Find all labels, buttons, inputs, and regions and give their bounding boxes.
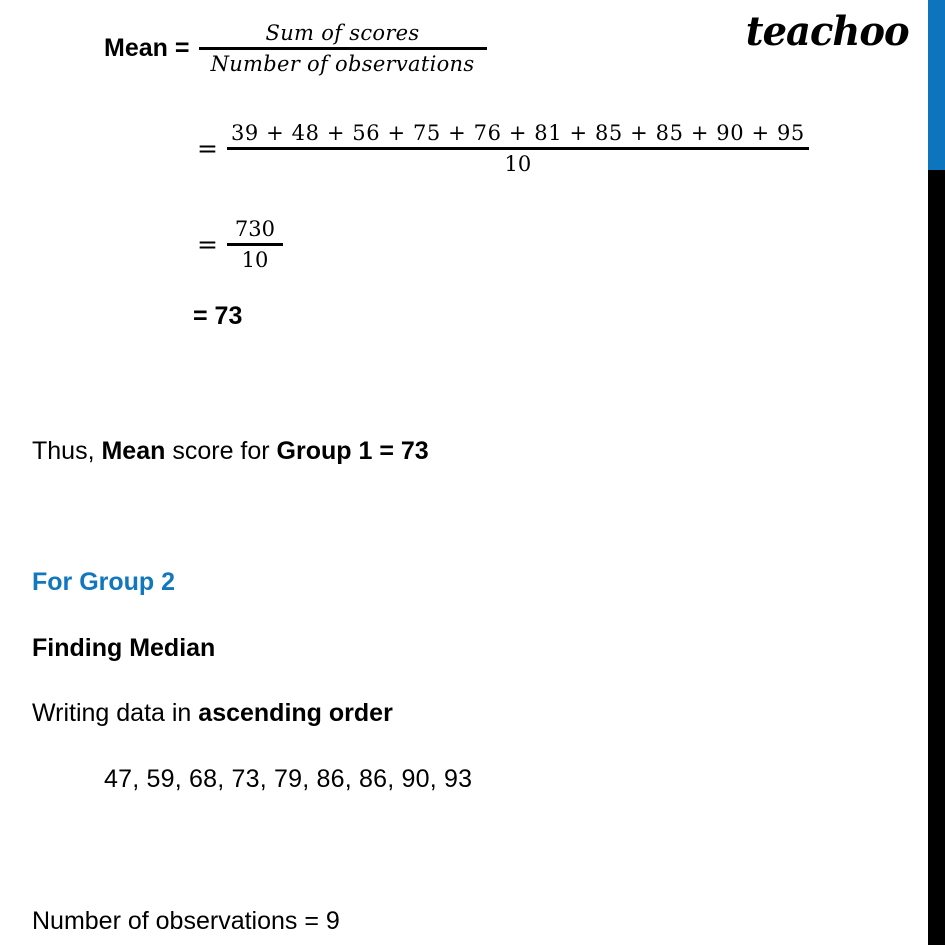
ascending-order-bold: ascending order	[198, 699, 393, 727]
mean-formula-denominator: Number of observations	[210, 52, 475, 77]
for-group-2-heading: For Group 2	[32, 568, 176, 596]
thus-mean-statement	[32, 438, 429, 466]
right-edge-black-bar	[928, 170, 945, 945]
teachoo-logo: teachoo	[746, 8, 909, 55]
mean-formula-numerator: Sum of scores	[265, 21, 420, 45]
reduced-fraction-numerator: 730	[234, 217, 275, 241]
thus-bold-group-result: Group 1 = 73	[276, 437, 429, 465]
thus-bold-mean: Mean	[101, 437, 166, 465]
fraction-bar	[227, 243, 283, 246]
sum-substitution-row	[190, 122, 809, 175]
sum-fraction-denominator: 10	[504, 152, 532, 177]
equals-sign: =	[174, 34, 190, 63]
thus-prefix: Thus,	[32, 437, 102, 465]
mean-formula-fraction	[199, 22, 487, 75]
writing-data-statement	[32, 700, 393, 728]
equals-sign: =	[197, 134, 218, 164]
right-edge-blue-bar	[928, 0, 945, 170]
finding-median-heading: Finding Median	[32, 634, 216, 662]
number-of-observations-line: Number of observations = 9	[32, 907, 340, 935]
thus-middle: score for	[165, 437, 277, 465]
mean-definition-row	[104, 22, 487, 75]
reduced-fraction	[227, 218, 283, 271]
equals-sign: =	[197, 230, 218, 260]
reduced-fraction-row	[190, 218, 283, 271]
sum-fraction	[227, 122, 809, 175]
fraction-bar	[227, 147, 809, 150]
sum-fraction-numerator: 39 + 48 + 56 + 75 + 76 + 81 + 85 + 85 + 90 + 95	[230, 121, 805, 145]
fraction-bar	[199, 47, 487, 50]
mean-result: = 73	[193, 302, 243, 330]
reduced-fraction-denominator: 10	[241, 248, 269, 273]
writing-prefix: Writing data in	[32, 699, 199, 727]
ascending-data-list: 47, 59, 68, 73, 79, 86, 86, 90, 93	[104, 765, 473, 793]
mean-label: Mean	[104, 34, 168, 63]
